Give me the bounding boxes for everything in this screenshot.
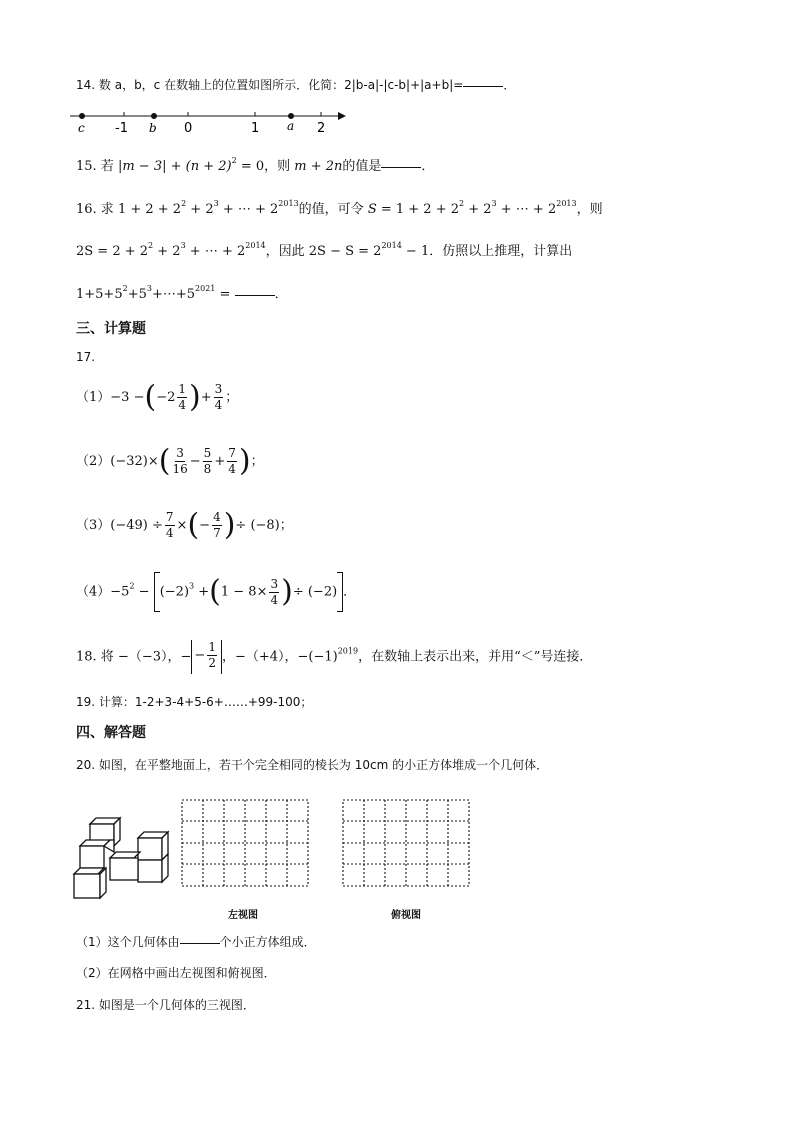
cube-figure xyxy=(70,800,180,900)
point-c xyxy=(79,113,85,119)
q17-part3: （3）(−49) ÷ $\frac{7}{4}$ ×(− $\frac{4}{7}$ )÷ (−8)； xyxy=(76,507,293,543)
point-b xyxy=(151,113,157,119)
section-heading-solve: 四、解答题 xyxy=(76,725,146,741)
q17-part1: （1）−3 −(−2 $\frac{1}{4}$ )+ $\frac{3}{4}$ ； xyxy=(76,379,239,415)
q20-sub2: （2）在网格中画出左视图和俯视图． xyxy=(76,966,276,980)
answer-blank[interactable] xyxy=(381,166,421,168)
label-b: b xyxy=(149,121,157,135)
q16-line2: $2S = 2 + 2^2 + 2^3$ + ⋯ + $2^{2014}$，因此 $2S - S = 2^{2014} - 1$．仿照以上推理，计算出 xyxy=(76,241,573,259)
answer-blank[interactable] xyxy=(235,294,275,296)
tick-2: 2 xyxy=(317,121,326,136)
q18-text: 18. 将 −（−3），− − $\frac{1}{2}$ ，−（+4），$-(-1)^{2019}$，在数轴上表示出来，并用“＜”号连接． xyxy=(76,640,592,674)
q16-line1: 16. 求 $1 + 2 + 2^2 + 2^3$ + ⋯ + $2^{2013}$的值，可令 $S = 1 + 2 + 2^2 + 2^3$ + ⋯ + $2^{2013}$，则 xyxy=(76,199,603,217)
q17-part2: （2）(−32)×( $\frac{3}{16}$ − $\frac{5}{8}$ + $\frac{7}{4}$ )； xyxy=(76,443,264,479)
tick-neg1: -1 xyxy=(115,121,128,136)
answer-blank[interactable] xyxy=(463,85,503,87)
tick-1: 1 xyxy=(251,121,260,136)
tick-0: 0 xyxy=(184,121,193,136)
q14-text: 14. 数 a，b，c 在数轴上的位置如图所示．化简：2|b-a|-|c-b|+|a+b|= ． xyxy=(76,78,516,92)
number-line xyxy=(70,108,350,136)
answer-blank[interactable] xyxy=(180,942,220,944)
caption-top-view: 俯视图 xyxy=(391,910,421,921)
label-a: a xyxy=(287,119,295,133)
q19-text: 19. 计算：1-2+3-4+5-6+……+99-100； xyxy=(76,695,313,709)
caption-left-view: 左视图 xyxy=(228,910,258,921)
q20-text: 20. 如图，在平整地面上，若干个完全相同的棱长为 10cm 的小正方体堆成一个几何体． xyxy=(76,758,549,772)
q21-text: 21. 如图是一个几何体的三视图． xyxy=(76,998,255,1012)
section-heading-calc: 三、计算题 xyxy=(76,321,146,337)
q17-part4: $(4)-5^2 - (-2)^3 +(1 - 8\times$ $\frac{3}{4}$ )÷ (−2) ． xyxy=(76,572,356,612)
q16-line3: $1+5+5^2+5^3+\cdots+5^{2021}$ = ． xyxy=(76,284,288,302)
q15-text: 15. 若 $|m - 3| + (n + 2)^2 = 0$，则 m + 2n的值是 ． xyxy=(76,156,435,174)
top-view-grid[interactable] xyxy=(341,798,473,890)
left-view-grid[interactable] xyxy=(180,798,312,890)
q17-num: 17. xyxy=(76,350,96,364)
label-c: c xyxy=(78,121,85,135)
q20-sub1: （1）这个几何体由 个小正方体组成． xyxy=(76,935,316,949)
